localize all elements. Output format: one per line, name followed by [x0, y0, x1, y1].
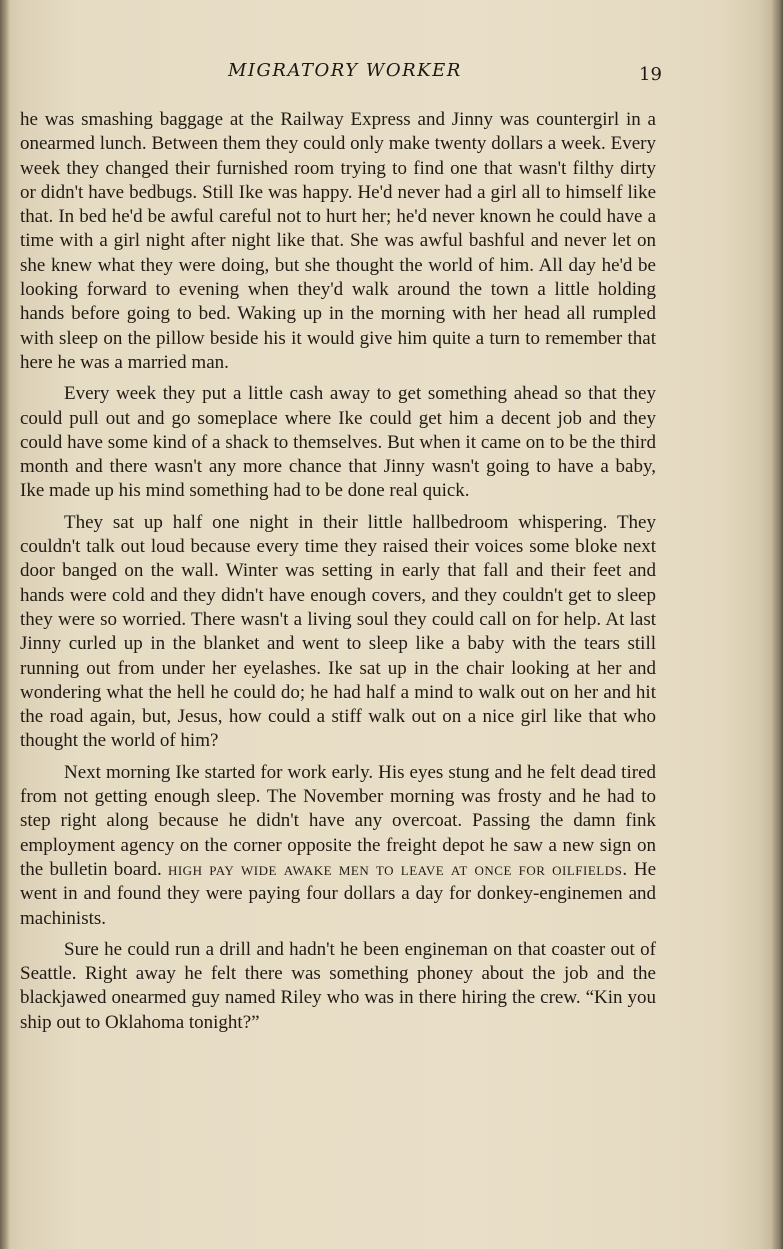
- paragraph-4-text-after: He went in and found they were paying four dollars a day for donkey-enginemen and machinists.: [20, 858, 657, 929]
- body-text: [20, 108, 656, 1035]
- running-head: MIGRATORY WORKER: [228, 60, 462, 81]
- page-edge-shadow: [771, 0, 783, 1249]
- page-number: 19: [639, 64, 662, 85]
- paragraph-5: Sure he could run a drill and hadn't he been engineman on that coaster out of Seattle. Right away he felt there was something phoney about the job and the blackjawed onearmed guy named Riley who was in there hiring the crew. “Kin you ship out to Oklahoma tonight?”: [20, 938, 656, 1033]
- paragraph-4: [20, 761, 656, 931]
- paragraph-2: Every week they put a little cash away to get something ahead so that they could pull out and go someplace where Ike could get him a decent job and they could have some kind of a shack to themselves. But when it came on to be the third month and there wasn't any more chance that Jinny wasn't going to have a baby, Ike made up his mind something had to be done real quick.: [20, 383, 656, 502]
- paragraph-4-text-before: Next morning Ike started for work early. His eyes stung and he felt dead tired from not getting enough sleep. The November morning was frosty and he had to step right along because he didn't have any overcoat. Passing the damn fink employment agency on the corner opposite the freight depot he saw a new sign on the bulletin board.: [20, 761, 656, 880]
- paragraph-1: he was smashing baggage at the Railway Express and Jinny was countergirl in a onearmed lunch. Between them they could only make twenty dollars a week. Every week they changed their furnished room trying to find one that wasn't filthy dirty or didn't have bedbugs. Still Ike was happy. He'd never had a girl all to himself like that. In bed he'd be awful careful not to hurt her; he'd never known he could have a time with a girl night after night like that. She was awful bashful and never let on she knew what they were doing, but she thought the world of him. All day he'd be looking forward to evening when they'd walk around the town a little holding hands before going to bed. Waking up in the morning with her head all rumpled with sleep on the pillow beside his it would give him quite a turn to remember that here he was a married man.: [20, 109, 656, 373]
- page-header: [0, 60, 783, 88]
- book-spine-shadow: [0, 0, 10, 1249]
- bulletin-sign-text: high pay wide awake men to leave at once for oilfields.: [167, 858, 628, 880]
- paragraph-3: They sat up half one night in their little hallbedroom whispering. They couldn't talk out loud because every time they raised their voices some bloke next door banged on the wall. Winter was setting in early that fall and their feet and hands were cold and they didn't have enough covers, and they couldn't get to sleep they were so worried. There wasn't a living soul they could call on for help. At last Jinny curled up in the blanket and went to sleep like a baby with the tears still running out from under her eyelashes. Ike sat up in the chair looking at her and wondering what the hell he could do; he had half a mind to walk out on her and hit the road again, but, Jesus, how could a stiff walk out on a nice girl like that who thought the world of him?: [20, 511, 656, 752]
